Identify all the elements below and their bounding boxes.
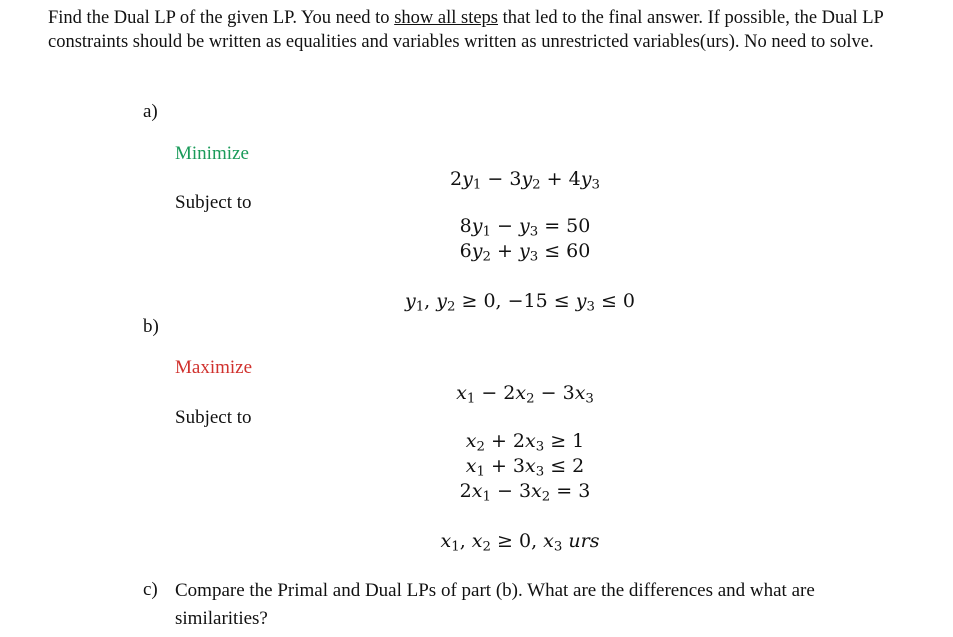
part-b-subject-to: Subject to [175,407,252,428]
part-b-label: b) [143,316,159,337]
part-a-objective: $2y_1 - 3y_2 + 4y_3$ [450,168,600,193]
part-b-sign-constraints: $x_1$, $x_2 \ge 0$, $x_3$ urs [440,530,600,555]
part-c-question: Compare the Primal and Dual LPs of part (b). What are the differences and what are similarities? [175,580,815,629]
part-b-constraint-3: $2x_1 - 3x_2 = 3$ [459,480,591,505]
part-b-constraint-1: $x_2 + 2x_3 \ge 1$ [465,430,585,455]
instructions-paragraph [48,6,918,54]
part-a-label: a) [143,101,158,122]
part-a-objective-type: Minimize [175,143,249,164]
part-a-sign-constraints: $y_1$, $y_2 \ge 0$, $-15 \le y_3 \le 0$ [404,290,636,315]
part-b-constraint-2: $x_1 + 3x_3 \le 2$ [465,455,585,480]
part-a-constraint-2: $6y_2 + y_3 \le 60$ [459,240,591,265]
part-c-label: c) [143,579,158,600]
part-a-subject-to: Subject to [175,192,252,213]
part-b-objective-type: Maximize [175,357,253,378]
part-b-objective: $x_1 - 2x_2 - 3x_3$ [456,382,594,407]
instructions-text-1: Find the Dual LP of the given LP. You need to [48,8,395,28]
instructions-text-2: that led to the final answer. If possible, the Dual LP constraints should be written as equalities and variables written as unrestricted variables(urs). No need to solve. [48,8,884,52]
instructions-underlined: show all steps [394,8,498,28]
part-a-constraint-1: $8y_1 - y_3 = 50$ [459,215,591,240]
